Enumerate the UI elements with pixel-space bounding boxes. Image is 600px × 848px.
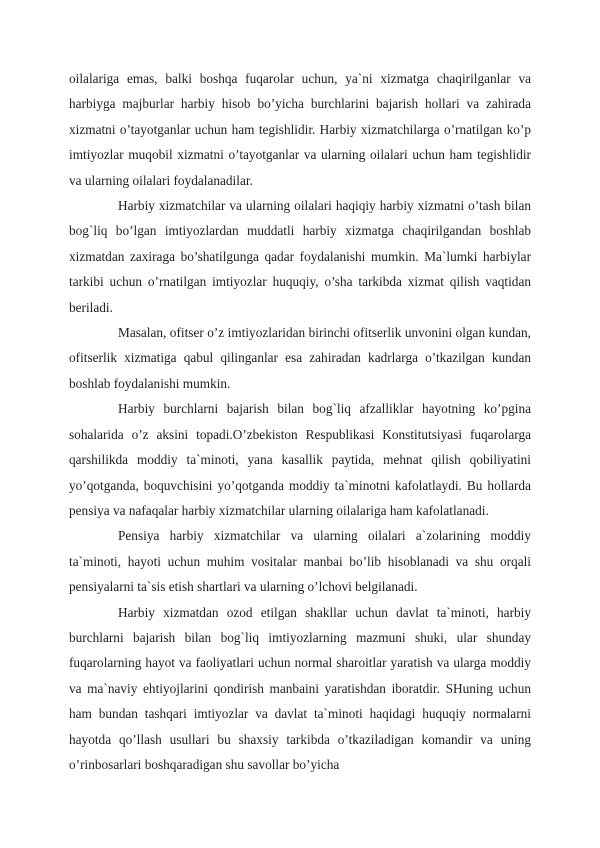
paragraph-3: Masalan, ofitser o’z imtiyozlaridan birinchi ofitserlik unvonini olgan kundan, ofitserlik xizmatiga qabul qilinganlar esa zahiradan kadrlarga o’tkazilgan kundan boshlab foydalanishi mumkin.	[69, 325, 531, 391]
paragraph-6: Harbiy xizmatdan ozod etilgan shakllar uchun davlat ta`minoti, harbiy burchlarni bajarish bilan bog`liq imtiyozlarning mazmuni shuki, ular shunday fuqarolarning hayot va faoliyatlari uchun normal sharoitlar yaratish va ularga moddiy va ma`naviy ehtiyojlarini qondirish manbaini yaratishdan iboratdir. SHuning uchun ham bundan tashqari imtiyozlar va davlat ta`minoti haqidagi huquqiy normalarni hayotda qo’llash usullari bu shaxsiy tarkibda o’tkaziladigan komandir va uning o’rinbosarlari boshqaradigan shu savollar bo’yicha	[69, 604, 531, 772]
paragraph-5: Pensiya harbiy xizmatchilar va ularning oilalari a`zolarining moddiy ta`minoti, hayoti uchun muhim vositalar manbai bo’lib hisoblanadi va shu orqali pensiyalarni ta`sis etish shartlari va ularning o’lchovi belgilanadi.	[69, 528, 531, 595]
document-page	[69, 66, 531, 777]
paragraph-1: oilalariga emas, balki boshqa fuqarolar uchun, ya`ni xizmatga chaqirilganlar va harbiyga majburlar harbiy hisob bo’yicha burchlarini bajarish hollari va zahirada xizmatni o’tayotganlar uchun ham tegishlidir. Harbiy xizmatchilarga o’rnatilgan ko’p imtiyozlar muqobil xizmatni o’tayotganlar va ularning oilalari uchun ham tegishlidir va ularning oilalari foydalanadilar.	[69, 71, 531, 188]
paragraph-4: Harbiy burchlarni bajarish bilan bog`liq afzalliklar hayotning ko’pgina sohalarida o’z aksini topadi.O’zbekiston Respublikasi Konstitutsiyasi fuqarolarga qarshilikda moddiy ta`minoti, yana kasallik paytida, mehnat qilish qobiliyatini yo’qotganda, boquvchisini yo’qotganda moddiy ta`minotni kafolatlaydi. Bu hollarda pensiya va nafaqalar harbiy xizmatchilar ularning oilalariga ham kafolatlanadi.	[69, 401, 531, 518]
paragraph-2: Harbiy xizmatchilar va ularning oilalari haqiqiy harbiy xizmatni o’tash bilan bog`liq bo’lgan imtiyozlardan muddatli harbiy xizmatga chaqirilgandan boshlab xizmatdan zaxiraga bo’shatilgunga qadar foydalanishi mumkin. Ma`lumki harbiylar tarkibi uchun o’rnatilgan imtiyozlar huquqiy, o’sha tarkibda xizmat qilish vaqtidan beriladi.	[69, 198, 531, 315]
